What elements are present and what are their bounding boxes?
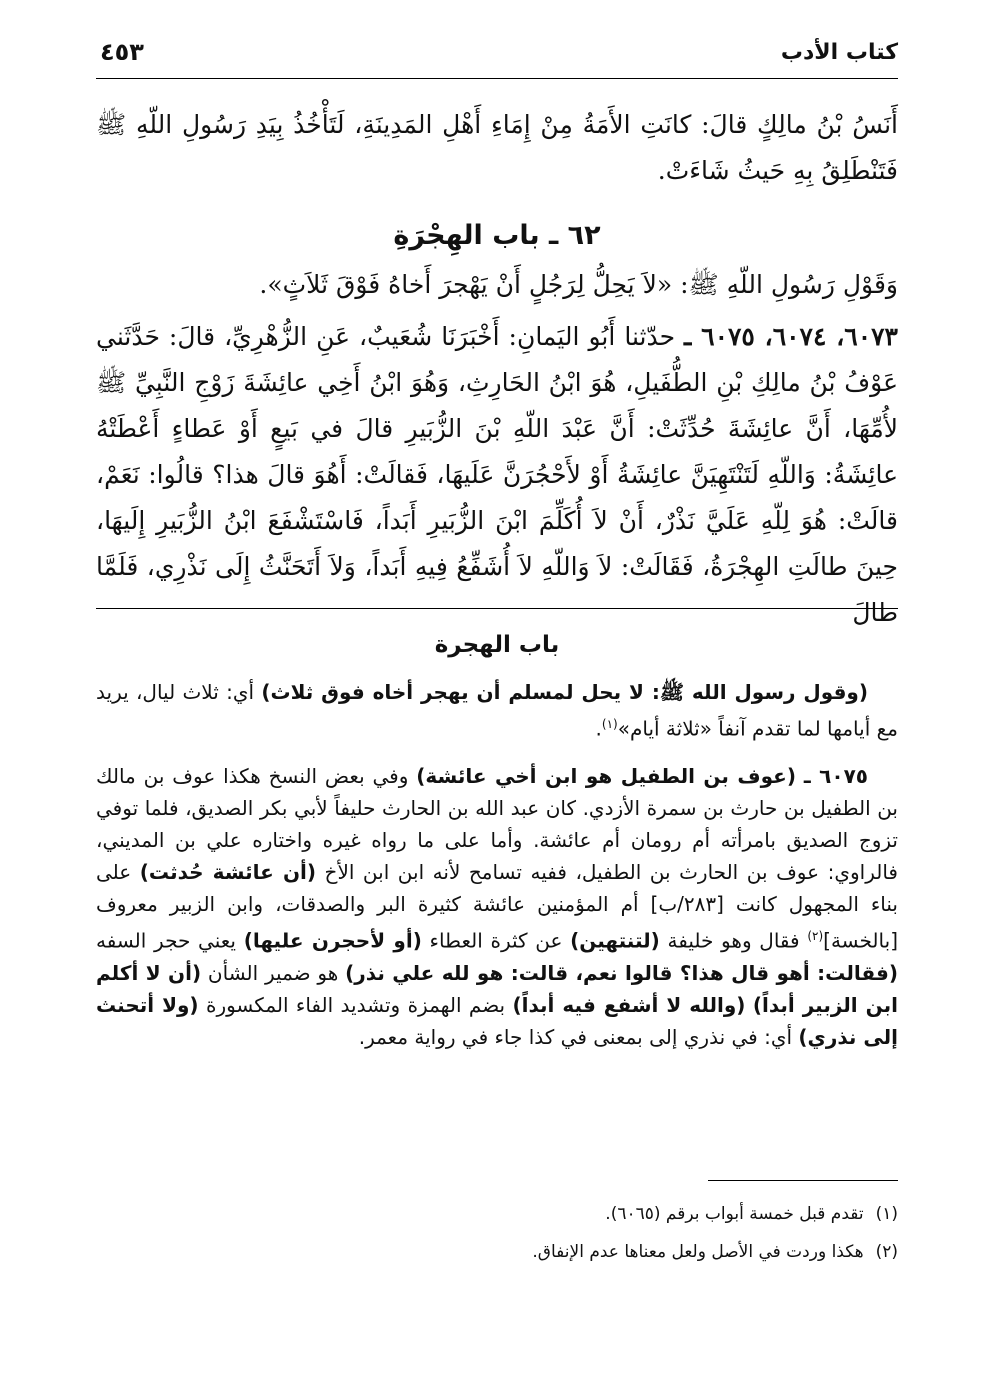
commentary-text: . xyxy=(595,716,602,741)
commentary-text: عن كثرة العطاء xyxy=(421,928,571,953)
hadith-number: ٦٠٧٥ ـ xyxy=(803,764,868,788)
book-title: كتاب الأدب xyxy=(780,40,898,65)
hadith-numbers: ٦٠٧٣، ٦٠٧٤، ٦٠٧٥ ـ xyxy=(684,322,898,351)
commentary-text: يعني حجر السفه xyxy=(96,928,244,953)
commentary-quote: (والله لا أشفع فيه أبداً) xyxy=(512,992,746,1017)
footnote-ref-1[interactable]: (١) xyxy=(601,717,618,731)
hadith-text xyxy=(96,314,898,636)
page-number: ٤٥٣ xyxy=(100,38,144,66)
commentary-text xyxy=(745,993,752,1017)
section-divider xyxy=(96,608,898,609)
commentary-text: فقال وهو خليفة xyxy=(659,928,808,953)
commentary-heading: باب الهجرة xyxy=(434,632,560,658)
hadith-continuation: أَنَسُ بْنُ مالِكٍ قالَ: كانَتِ الأَمَةُ مِنْ إِمَاءِ أَهْلِ المَدِينَةِ، لَتَأْخُذُ بِيَدِ رَسُولِ اللّهِ ﷺ فَتَنْطَلِقُ بِهِ حَيثُ شَاءَتْ. xyxy=(96,110,898,185)
commentary-quote: (وقول رسول الله ﷺ: لا يحل لمسلم أن يهجر أخاه فوق ثلاث) xyxy=(261,680,868,704)
chapter-heading: ٦٢ ـ باب الهِجْرَةِ xyxy=(393,220,601,251)
commentary-text: هو ضمير الشأن xyxy=(201,960,346,985)
hadith-body: حدّثنا أَبُو اليَمانِ: أَخْبَرَنَا شُعَيبٌ، عَنِ الزُّهْرِيِّ، قالَ: حَدَّثَني عَوْفُ بْنُ مالِكِ بْنِ الطُّفَيلِ، هُوَ ابْنُ الحَارِثِ، وَهُوَ ابْنُ أَخِي عائِشَةَ زَوْجِ النَّبِيِّ ﷺ لأُمِّهَا، أَنَّ عائِشَةَ حُدِّثَتْ: أَنَّ عَبْدَ اللّهِ بْنَ الزُّبَيرِ قالَ في بَيعٍ أَوْ عَطاءٍ أَعْطَتْهُ عائِشَةُ: وَاللّهِ لَتَنْتَهِيَنَّ عائِشَةُ أَوْ لأَحْجُرَنَّ عَلَيهَا، فَقالَتْ: أَهُوَ قالَ هذا؟ قالُوا: نَعَمْ، قالَتْ: هُوَ لِلّهِ عَلَيَّ نَذْرٌ، أَنْ لاَ أُكَلِّمَ ابْنَ الزُّبَيرِ أَبَداً، فَاسْتَشْفَعَ ابْنُ الزُّبَيرِ إِلَيهَا، حِينَ طالَتِ الهِجْرَةُ، فَقَالَتْ: لاَ وَاللّهِ لاَ أُشَفِّعُ فِيهِ أَبَداً، وَلاَ أَتَحَنَّثُ إِلَى نَذْرِي، فَلَمَّا طالَ xyxy=(96,322,898,627)
commentary-quote: (ولا أتحنث إلى نذري) xyxy=(96,992,898,1049)
commentary-text: أي: ثلاث ليال، يريد مع أيامها لما تقدم آنفاً «ثلاثة أيام» xyxy=(96,680,898,741)
commentary-quote: (فقالت: أهو قال هذا؟ قالوا نعم، قالت: هو لله علي نذر) xyxy=(345,960,899,985)
commentary-text: وفي بعض النسخ هكذا عوف بن مالك بن الطفيل بن حارث بن سمرة الأزدي. كان عبد الله بن الحارث حليفاً لأبي بكر الصديق، فلما توفي تزوج الصديق بامرأته أم رومان أم عائشة. وأما على ما رواه غيره واختاره علي بن المديني، فالراوي: عوف بن الحارث بن الطفيل، ففيه تسامح لأنه ابن ابن الأخ xyxy=(96,764,898,884)
footnote-text: تقدم قبل خمسة أبواب برقم (٦٠٦٥). xyxy=(605,1204,864,1224)
commentary-quote: (أو لأحجرن عليها) xyxy=(243,928,422,953)
footnote-number: (١) xyxy=(875,1204,898,1224)
commentary-quote: (أن لا أكلم ابن الزبير أبداً) xyxy=(96,960,899,1017)
footnote-1 xyxy=(96,1202,898,1226)
commentary-quote: (عوف بن الطفيل هو ابن أخي عائشة) xyxy=(416,764,796,788)
chapter-quote: وَقَوْلِ رَسُولِ اللّهِ ﷺ: «لاَ يَحِلُّ لِرَجُلٍ أَنْ يَهْجرَ أَخاهُ فَوْقَ ثَلاَثٍ». xyxy=(259,270,898,299)
footnote-2 xyxy=(96,1240,898,1264)
footnote-number: (٢) xyxy=(875,1242,898,1262)
footnote-divider xyxy=(708,1180,898,1181)
commentary-quote: (لتنتهين) xyxy=(570,928,660,953)
commentary-paragraph-1 xyxy=(96,676,898,745)
commentary-text: أي: في نذري إلى بمعنى في كذا جاء في رواية معمر. xyxy=(358,1024,799,1049)
commentary-paragraph-2 xyxy=(96,760,898,1053)
running-header xyxy=(96,36,898,79)
footnote-ref-2[interactable]: (٢) xyxy=(807,929,824,943)
commentary-quote: (أن عائشة حُدثت) xyxy=(139,860,317,884)
commentary-text: بضم الهمزة وتشديد الفاء المكسورة xyxy=(198,992,513,1017)
footnote-text: هكذا وردت في الأصل ولعل معناها عدم الإنفاق. xyxy=(532,1242,864,1262)
commentary-text: على بناء المجهول كانت [٢٨٣/ب] أم المؤمنين عائشة كثيرة البر والصدقات، وابن الزبير معروف [بالخسة] xyxy=(96,860,898,953)
